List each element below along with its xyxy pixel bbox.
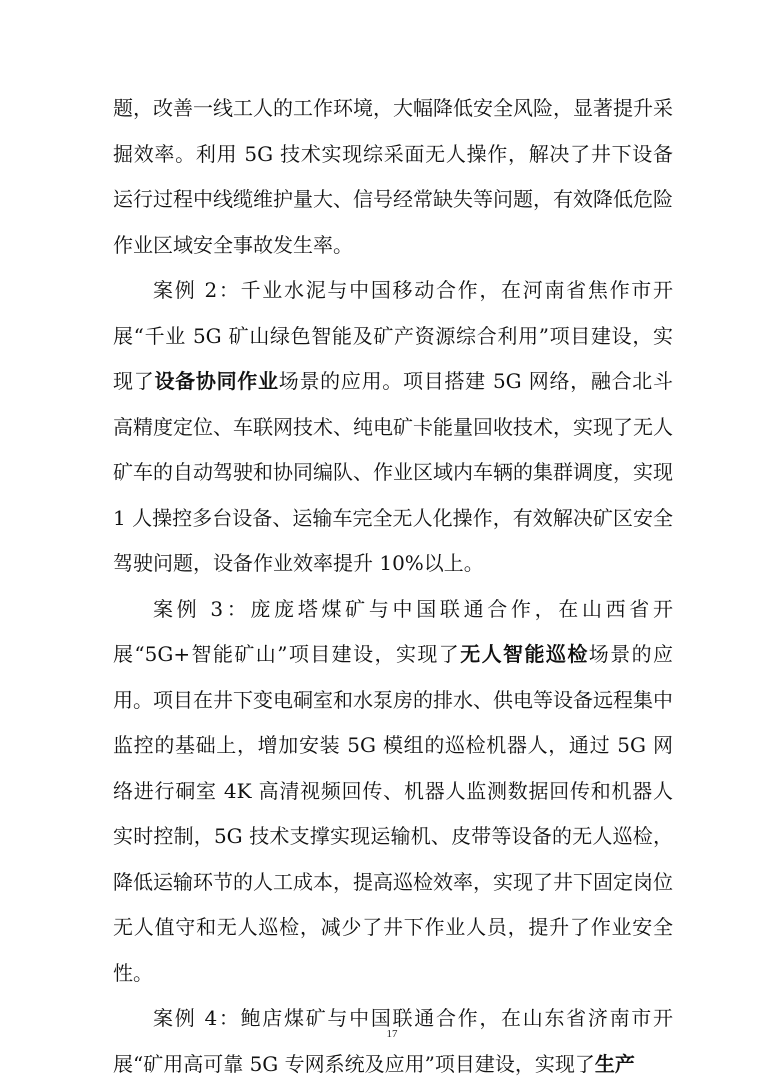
paragraph-case-2 [113, 268, 673, 587]
paragraph-case-3 [113, 587, 673, 997]
paragraph-case-4 [113, 996, 673, 1087]
text-run: 场景的应用。项目在井下变电硐室和水泵房的排水、供电等设备远程集中监控的基础上，增加安装 5G 模组的巡检机器人，通过 5G 网络进行硐室 4K 高清视频回传、机器人监测数据回传和机器人实时控制，5G 技术支撑实现运输机、皮带等设备的无人巡检，降低运输环节的人工成本，提高巡检效率，实现了井下固定岗位无人值守和无人巡检，减少了井下作业人员，提升了作业安全性。 [113, 642, 674, 985]
highlight-production: 生产 [594, 1051, 635, 1076]
text-run: 案例 3：庞庞塔煤矿与中国联通合作，在山西省开展“5G+智能矿山”项目建设，实现了 [113, 596, 673, 666]
highlight-unmanned-inspection: 无人智能巡检 [460, 642, 589, 666]
text-run: 案例 4：鲍店煤矿与中国联通合作，在山东省济南市开展“矿用高可靠 5G 专网系统及应用”项目建设，实现了 [113, 1006, 673, 1076]
text-run: 题，改善一线工人的工作环境，大幅降低安全风险，显著提升采掘效率。利用 5G 技术实现综采面无人操作，解决了井下设备运行过程中线缆维护量大、信号经常缺失等问题，有效降低危险作业区域安全事故发生率。 [113, 96, 673, 257]
body-text [113, 86, 673, 1087]
text-run: 场景的应用。项目搭建 5G 网络，融合北斗高精度定位、车联网技术、纯电矿卡能量回收技术，实现了无人矿车的自动驾驶和协同编队、作业区域内车辆的集群调度，实现 1 人操控多台设备、运输车完全无人化操作，有效解决矿区安全驾驶问题，设备作业效率提升 10%以上。 [113, 369, 674, 575]
text-run: 案例 2：千业水泥与中国移动合作，在河南省焦作市开展“千业 5G 矿山绿色智能及矿产资源综合利用”项目建设，实现了 [113, 278, 673, 393]
paragraph-continuation [113, 86, 673, 268]
highlight-equipment-collaboration: 设备协同作业 [154, 369, 279, 393]
page-number: 17 [386, 1028, 398, 1040]
